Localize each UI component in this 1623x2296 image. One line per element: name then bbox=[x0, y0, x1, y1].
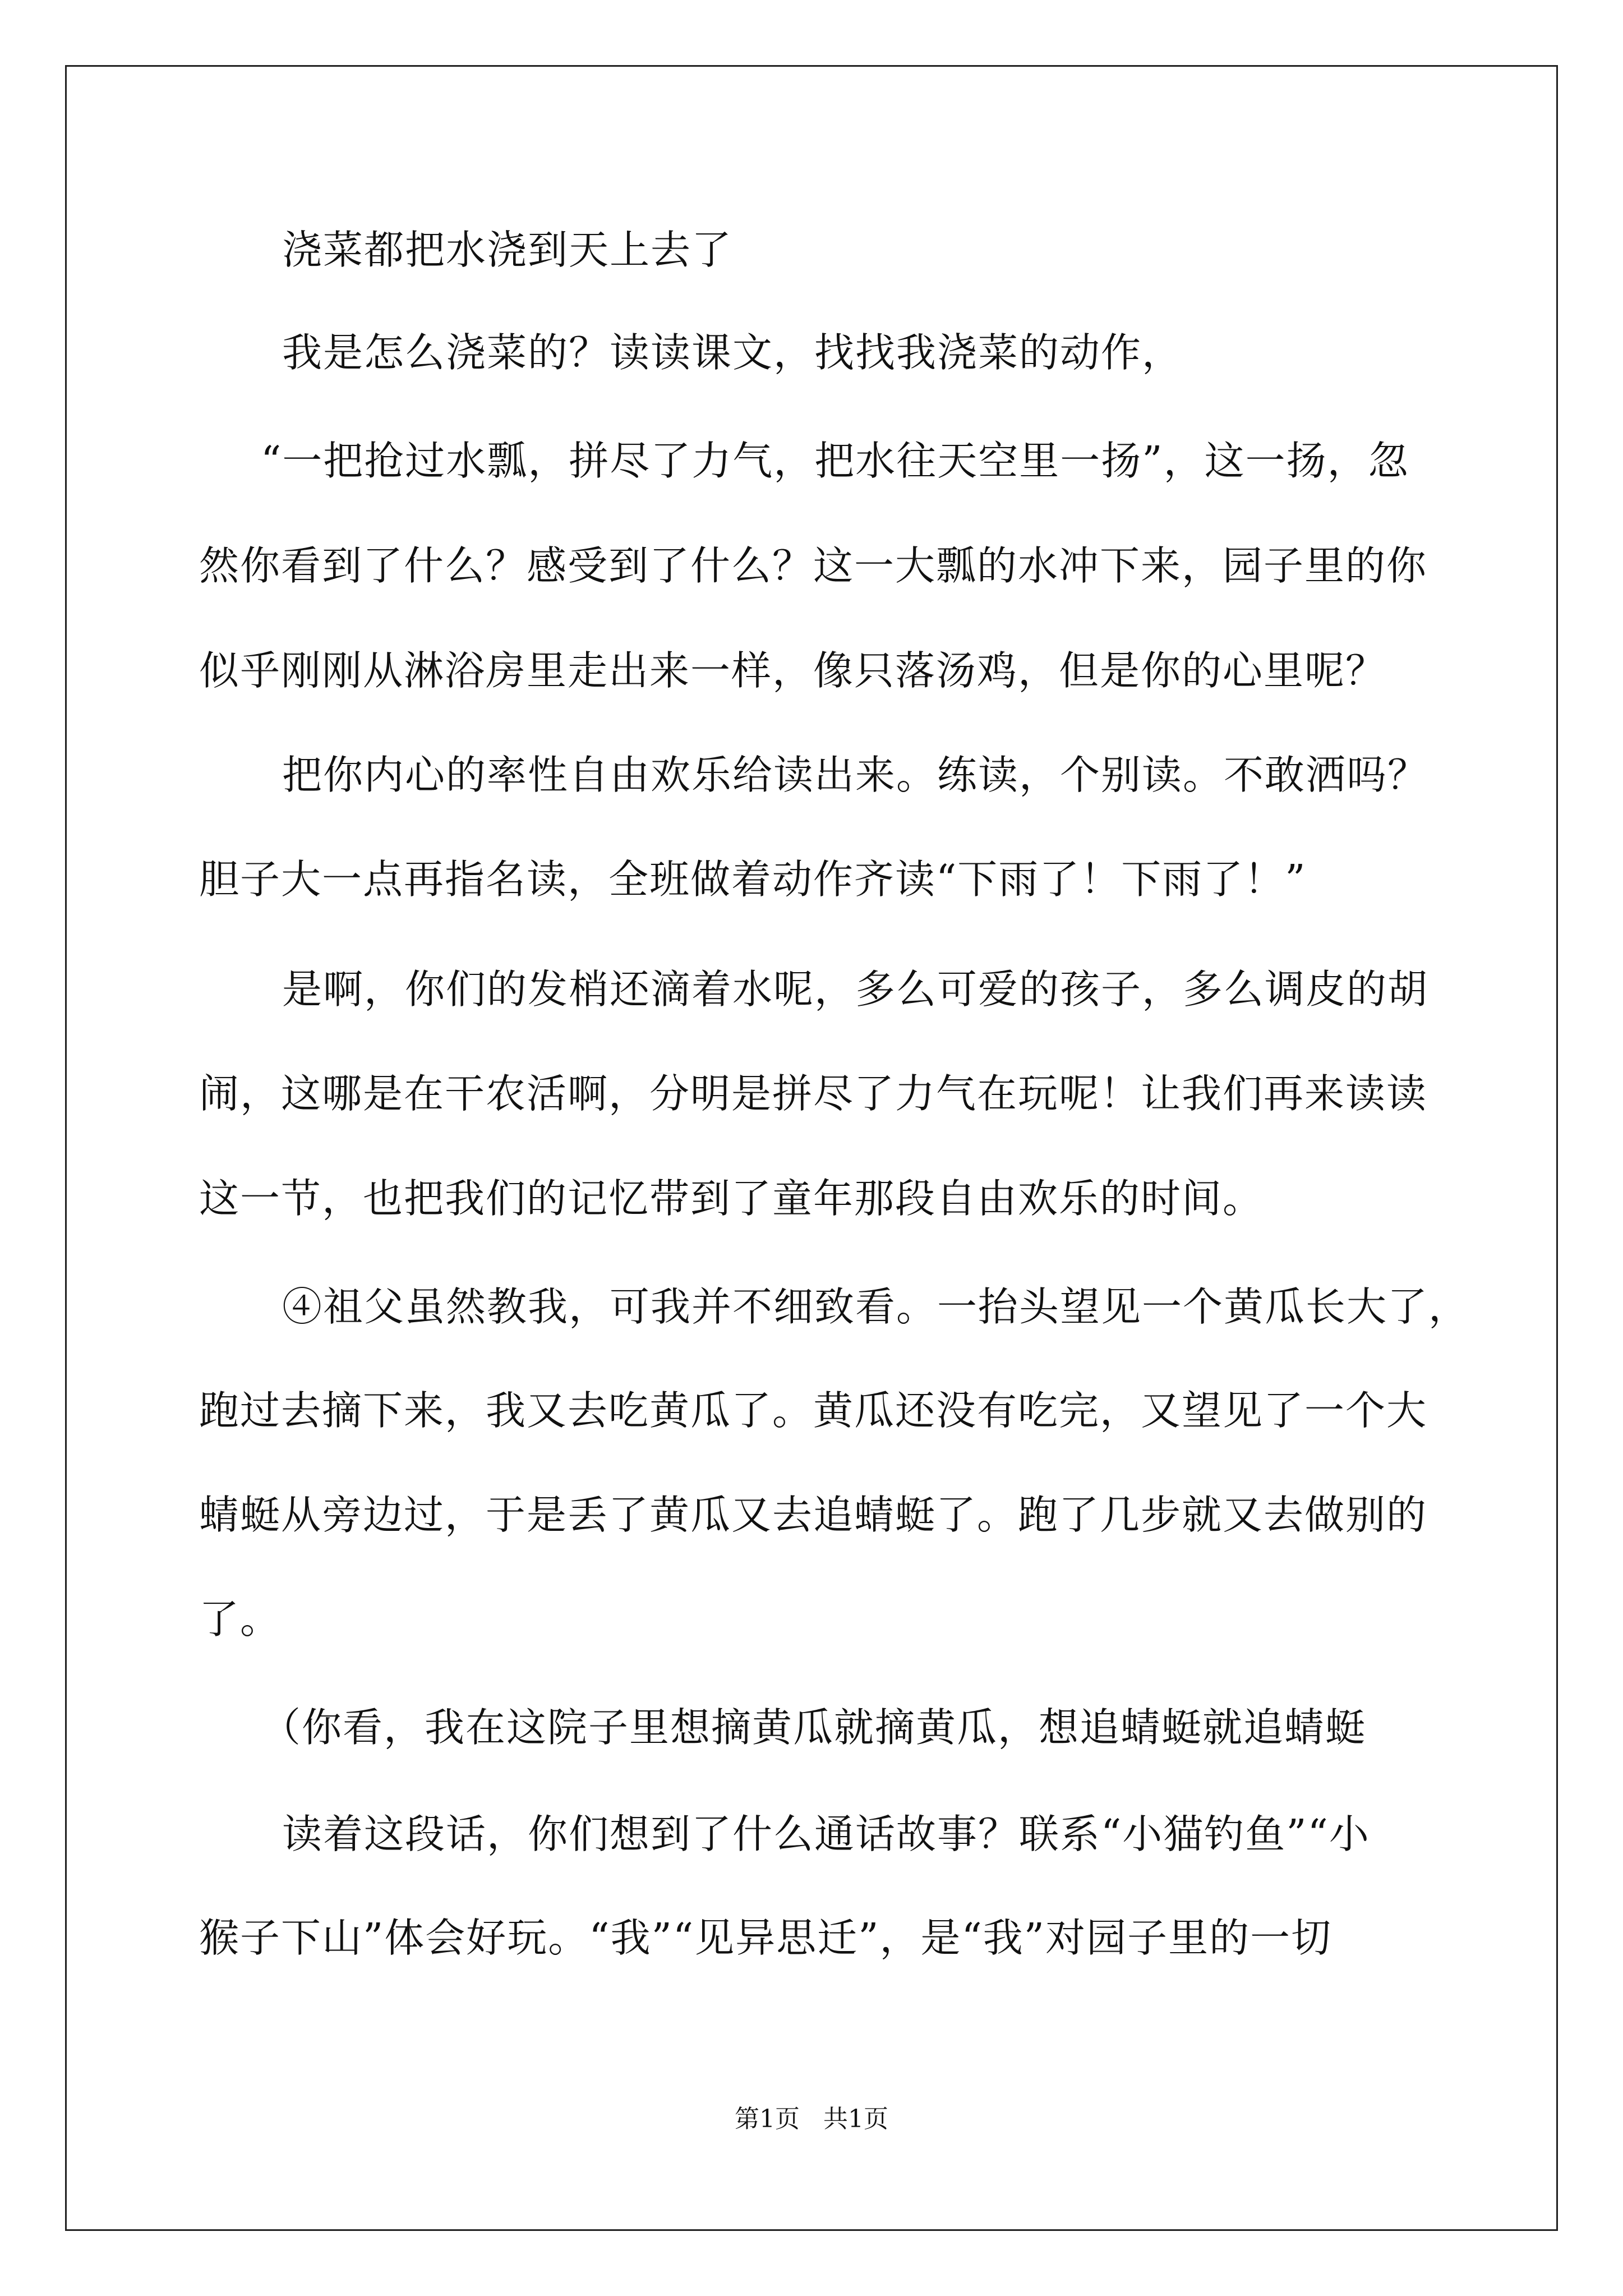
text-line: 然你看到了什么？感受到了什么？这一大瓢的水冲下来，园子里的你 bbox=[199, 542, 1428, 589]
text-line: 似乎刚刚从淋浴房里走出来一样，像只落汤鸡，但是你的心里呢？ bbox=[199, 647, 1387, 694]
text-line: 猴子下山”体会好玩。“我”“见异思迁”，是“我”对园子里的一切 bbox=[199, 1915, 1332, 1961]
text-line: 是啊，你们的发梢还滴着水呢，多么可爱的孩子，多么调皮的胡 bbox=[282, 966, 1429, 1013]
page-number-footer: 第1页 共1页 bbox=[735, 2105, 888, 2133]
text-line: 了。 bbox=[199, 1596, 282, 1642]
text-line: 闹，这哪是在干农活啊，分明是拼尽了力气在玩呢！让我们再来读读 bbox=[199, 1070, 1428, 1117]
text-line: 这一节，也把我们的记忆带到了童年那段自由欢乐的时间。 bbox=[199, 1175, 1264, 1222]
text-line: 浇菜都把水浇到天上去了 bbox=[282, 227, 733, 273]
text-line: 读着这段话，你们想到了什么通话故事？联系“小猫钓鱼”“小 bbox=[282, 1811, 1370, 1857]
page-border bbox=[65, 65, 1558, 2231]
text-line: 跑过去摘下来，我又去吃黄瓜了。黄瓜还没有吃完，又望见了一个大 bbox=[199, 1387, 1428, 1434]
text-line: 把你内心的率性自由欢乐给读出来。练读，个别读。不敢洒吗？ bbox=[282, 752, 1429, 798]
text-line: 胆子大一点再指名读，全班做着动作齐读“下雨了！下雨了！” bbox=[199, 856, 1307, 903]
text-line: ④祖父虽然教我，可我并不细致看。一抬头望见一个黄瓜长大了， bbox=[282, 1283, 1470, 1330]
text-line: 我是怎么浇菜的？读读课文，找找我浇菜的动作， bbox=[282, 329, 1183, 376]
text-line: （你看，我在这院子里想摘黄瓜就摘黄瓜，想追蜻蜓就追蜻蜓 bbox=[261, 1704, 1367, 1751]
text-line: 蜻蜓从旁边过，于是丢了黄瓜又去追蜻蜓了。跑了几步就又去做别的 bbox=[199, 1492, 1428, 1538]
text-line: “一把抢过水瓢，拼尽了力气，把水往天空里一扬”，这一扬，忽 bbox=[261, 438, 1409, 484]
